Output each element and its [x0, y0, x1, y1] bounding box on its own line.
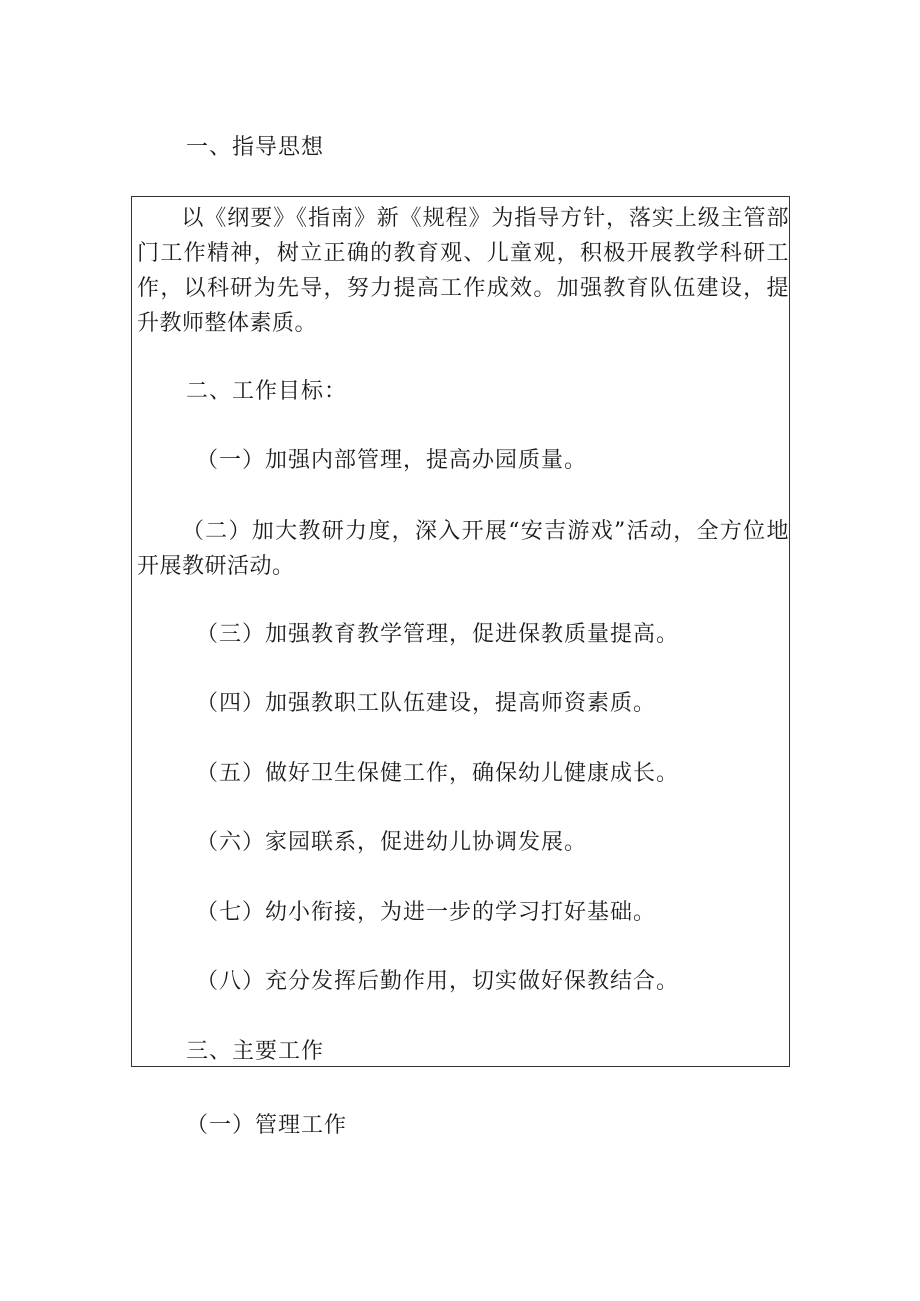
- goal-item-8: （八）充分发挥后勤作用，切实做好保教结合。: [196, 969, 680, 994]
- goal-item-7: （七）幼小衔接，为进一步的学习打好基础。: [196, 900, 657, 925]
- section-heading-main-work: 三、主要工作: [186, 1039, 325, 1064]
- guiding-ideology-paragraph: [137, 201, 789, 341]
- goal-item-1: （一）加强内部管理，提高办园质量。: [196, 448, 588, 473]
- goal-item-2: [137, 514, 789, 584]
- goal-item-5: （五）做好卫生保健工作，确保幼儿健康成长。: [196, 761, 680, 786]
- section-heading-work-goals: 二、工作目标：: [186, 379, 348, 404]
- guiding-ideology-text: 以《纲要》《指南》新《规程》为指导方针，落实上级主管部门工作精神，树立正确的教育观、儿童观，积极开展教学科研工作，以科研为先导，努力提高工作成效。加强教育队伍建设，提升教师整体素质。: [137, 206, 789, 336]
- section-heading-guiding-ideology: 一、指导思想: [186, 135, 325, 160]
- goal-item-6: （六）家园联系，促进幼儿协调发展。: [196, 830, 588, 855]
- goal-item-4: （四）加强教职工队伍建设，提高师资素质。: [196, 691, 657, 716]
- goal-item-2-text: （二）加大教研力度，深入开展“安吉游戏”活动，全方位地开展教研活动。: [137, 519, 789, 579]
- goal-item-3: （三）加强教育教学管理，促进保教质量提高。: [196, 622, 680, 647]
- subheading-management-work: （一）管理工作: [186, 1113, 348, 1138]
